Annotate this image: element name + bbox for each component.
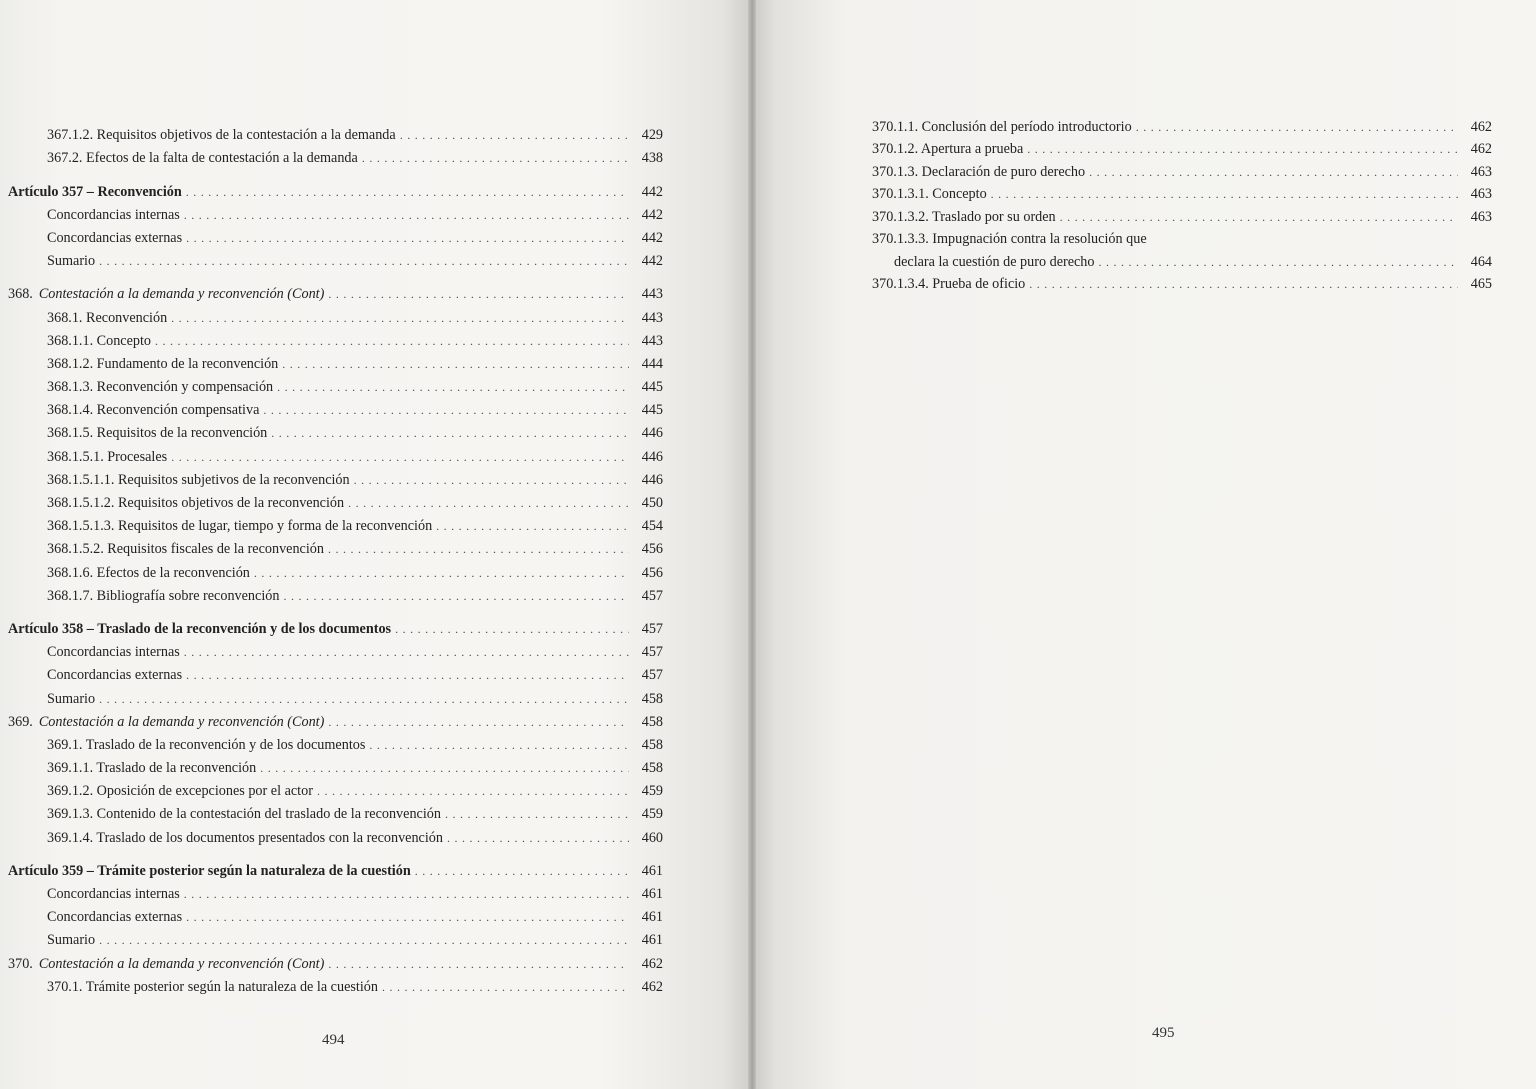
toc-entry-title <box>47 356 278 373</box>
dot-leader <box>1099 254 1459 271</box>
dot-leader <box>1027 141 1458 158</box>
toc-entry-title <box>47 253 95 270</box>
dot-leader <box>186 230 629 247</box>
toc-page-number: 429 <box>641 127 663 144</box>
toc-entry-title <box>47 333 151 350</box>
dot-leader <box>186 667 629 684</box>
dot-leader <box>362 150 629 167</box>
toc-page-number: 457 <box>641 644 663 661</box>
toc-entry <box>0 823 663 846</box>
toc-page-number: 465 <box>1470 276 1492 292</box>
dot-leader <box>328 286 629 303</box>
toc-page-number: 460 <box>641 829 663 846</box>
toc-entry <box>0 489 663 512</box>
toc-entry-text: 368.1.5.2. Requisitos fiscales de la reconvención <box>47 541 324 558</box>
toc-entry-number: 368. <box>8 286 33 303</box>
toc-page-number: 442 <box>641 229 663 246</box>
toc-page-number: 461 <box>641 909 663 926</box>
dot-leader <box>186 184 629 201</box>
toc-page-number: 459 <box>641 806 663 823</box>
dot-leader <box>436 518 629 535</box>
toc-page-number: 458 <box>641 736 663 753</box>
toc-entry-text: 370.1.3.4. Prueba de oficio <box>872 276 1026 292</box>
toc-entry-title <box>47 830 443 847</box>
toc-entry-text: 370.1.3.2. Traslado por su orden <box>872 208 1056 225</box>
toc-page-number: 457 <box>641 620 663 637</box>
toc-entry-text: 368.1.4. Reconvención compensativa <box>47 402 260 419</box>
toc-entry-text: Concordancias externas <box>47 909 183 926</box>
toc-entry <box>0 303 663 326</box>
toc-page-number: 456 <box>641 541 663 558</box>
toc-entry-text: 370.1. Trámite posterior según la naturaleza de la cuestión <box>47 978 378 995</box>
toc-entry-text: 368.1.2. Fundamento de la reconvención <box>47 355 279 372</box>
toc-page-number: 442 <box>641 206 663 223</box>
toc-entry-text: 368.1.5.1. Procesales <box>47 448 168 465</box>
left-page <box>0 0 752 1089</box>
toc-entry-title <box>47 518 432 535</box>
toc-entry-text: 370.1.1. Conclusión del período introductorio <box>872 118 1132 135</box>
dot-leader <box>348 495 629 512</box>
toc-page-number: 463 <box>1470 186 1492 202</box>
toc-entry <box>0 327 663 350</box>
toc-entry <box>0 777 663 800</box>
toc-entry <box>0 177 663 200</box>
dot-leader <box>171 310 629 327</box>
toc-entry-title <box>47 588 279 605</box>
toc-entry-title <box>47 127 396 144</box>
toc-entry-title <box>47 379 273 396</box>
toc-entry-text: 368.1.7. Bibliografía sobre reconvención <box>47 587 280 604</box>
dot-leader <box>263 402 629 419</box>
toc-page-number: 438 <box>641 150 663 167</box>
toc-entry-text: Artículo 359 – Trámite posterior según la naturaleza de la cuestión <box>8 862 411 879</box>
toc-entry-text: 369.1.2. Oposición de excepciones por el actor <box>47 783 313 800</box>
toc-entry <box>0 582 663 605</box>
toc-entry-title <box>47 495 344 512</box>
toc-page-number: 457 <box>641 587 663 604</box>
toc-entry-text: 370.1.3.1. Concepto <box>872 186 987 202</box>
dot-leader <box>354 472 629 489</box>
toc-entry-title <box>47 425 267 442</box>
toc-entry <box>872 113 1492 136</box>
toc-entry-title <box>47 886 180 903</box>
toc-entry-text: 369.1.1. Traslado de la reconvención <box>47 760 257 777</box>
toc-entry <box>0 754 663 777</box>
toc-entry-text: Sumario <box>47 253 96 270</box>
toc-entry-text: 369.1.3. Contenido de la contestación del traslado de la reconvención <box>47 806 441 823</box>
toc-entry-text: Concordancias externas <box>47 667 183 684</box>
dot-leader <box>260 760 629 777</box>
toc-entry-text: 369.1.4. Traslado de los documentos presentados con la reconvención <box>47 829 443 846</box>
toc-entry-text: 368.1.5. Requisitos de la reconvención <box>47 425 268 442</box>
dot-leader <box>184 886 629 903</box>
toc-entry <box>0 661 663 684</box>
toc-entry <box>0 926 663 949</box>
dot-leader <box>447 830 629 847</box>
toc-page-number: 464 <box>1470 253 1492 270</box>
toc-entry <box>0 708 663 731</box>
dot-leader <box>328 956 629 973</box>
dot-leader <box>1029 276 1458 293</box>
toc-entry-title <box>47 760 256 777</box>
toc-entry-title <box>8 184 182 201</box>
toc-entry-text: 370.1.3.3. Impugnación contra la resolución que <box>872 231 1147 247</box>
toc-entry <box>0 373 663 396</box>
toc-entry-number: 370. <box>8 955 33 972</box>
toc-page-number: 458 <box>641 760 663 777</box>
toc-page-number: 456 <box>641 564 663 581</box>
dot-leader <box>171 449 629 466</box>
toc-entry-text: Concordancias internas <box>47 644 180 661</box>
dot-leader <box>1089 164 1458 181</box>
toc-entry <box>0 684 663 707</box>
toc-page-number: 462 <box>1470 141 1492 157</box>
toc-page-number: 462 <box>641 978 663 995</box>
toc-entry-text: 370.1.2. Apertura a prueba <box>872 141 1024 157</box>
toc-entry-title <box>47 667 182 684</box>
toc-entry-text-continued: declara la cuestión de puro derecho <box>894 253 1095 270</box>
dot-leader <box>184 644 629 661</box>
dot-leader <box>99 932 629 949</box>
toc-page-number: 443 <box>641 286 663 303</box>
toc-entry-title <box>47 806 441 823</box>
toc-page-number: 462 <box>1470 118 1492 135</box>
toc-entry-text: 368.1.5.1.2. Requisitos objetivos de la reconvención <box>47 495 345 511</box>
dot-leader <box>155 333 629 350</box>
dot-leader <box>317 783 629 800</box>
toc-page-number: 454 <box>641 518 663 535</box>
toc-page-number: 445 <box>641 402 663 419</box>
toc-entry <box>872 136 1492 159</box>
toc-entry-text: Contestación a la demanda y reconvención (Cont) <box>38 286 325 303</box>
toc-entry-text: Contestación a la demanda y reconvención (Cont) <box>38 713 325 730</box>
toc-entry-text: 369.1. Traslado de la reconvención y de los documentos <box>47 736 366 753</box>
toc-entry-text: Sumario <box>47 690 96 707</box>
dot-leader <box>254 565 629 582</box>
toc-entry-title <box>47 565 250 582</box>
toc-entry <box>0 466 663 489</box>
toc-page-number: 446 <box>641 425 663 442</box>
toc-entry <box>0 442 663 465</box>
table-of-contents-right <box>872 113 1492 293</box>
dot-leader <box>382 979 629 996</box>
dot-leader <box>282 356 629 373</box>
toc-page-number: 458 <box>641 713 663 730</box>
right-page <box>752 0 1536 1089</box>
dot-leader <box>1136 119 1458 136</box>
dot-leader <box>184 207 629 224</box>
toc-entry <box>872 271 1492 294</box>
toc-entry <box>0 731 663 754</box>
toc-entry <box>872 226 1492 271</box>
toc-entry-title <box>47 402 259 419</box>
toc-entry <box>872 181 1492 204</box>
dot-leader <box>99 691 629 708</box>
dot-leader <box>277 379 629 396</box>
toc-page-number: 443 <box>641 332 663 349</box>
dot-leader <box>415 863 629 880</box>
toc-entry-text: 368.1. Reconvención <box>47 309 168 326</box>
toc-entry-title <box>47 230 182 247</box>
toc-entry-text: 368.1.5.1.3. Requisitos de lugar, tiempo y forma de la reconvención <box>47 518 433 535</box>
toc-entry-text: Artículo 357 – Reconvención <box>8 183 182 200</box>
toc-entry <box>0 396 663 419</box>
table-of-contents-left <box>0 121 663 996</box>
toc-entry <box>0 615 663 638</box>
toc-page-number: 461 <box>641 932 663 949</box>
toc-entry-title <box>47 150 358 167</box>
toc-entry-title <box>8 286 324 303</box>
dot-leader <box>991 186 1458 203</box>
dot-leader <box>445 806 629 823</box>
toc-entry-title <box>47 449 167 466</box>
dot-leader <box>328 714 629 731</box>
toc-entry <box>0 247 663 270</box>
toc-page-number: 461 <box>641 862 663 879</box>
toc-page-number: 442 <box>641 183 663 200</box>
dot-leader <box>283 588 629 605</box>
dot-leader <box>400 127 629 144</box>
toc-entry-title <box>47 909 182 926</box>
toc-entry-text: 367.2. Efectos de la falta de contestación a la demanda <box>47 150 358 167</box>
toc-entry-text: 368.1.1. Concepto <box>47 332 152 349</box>
toc-page-number: 463 <box>1470 208 1492 225</box>
dot-leader <box>328 541 629 558</box>
toc-entry-title <box>47 737 365 754</box>
toc-page-number: 457 <box>641 667 663 684</box>
toc-entry <box>0 280 663 303</box>
toc-entry-text: 368.1.6. Efectos de la reconvención <box>47 564 250 581</box>
toc-entry <box>0 903 663 926</box>
toc-entry <box>0 201 663 224</box>
toc-entry-title <box>47 644 180 661</box>
toc-entry-title <box>8 956 324 973</box>
page-number-left: 494 <box>322 1032 345 1048</box>
toc-entry <box>0 512 663 535</box>
toc-entry <box>0 949 663 972</box>
toc-entry-title <box>47 932 95 949</box>
toc-entry <box>0 558 663 581</box>
toc-entry <box>0 857 663 880</box>
toc-entry <box>0 144 663 167</box>
toc-page-number: 450 <box>641 495 663 511</box>
toc-page-number: 444 <box>641 355 663 372</box>
dot-leader <box>271 425 629 442</box>
page-number-right: 495 <box>1152 1025 1175 1041</box>
toc-entry-number: 369. <box>8 713 33 730</box>
toc-entry-title <box>47 207 180 224</box>
toc-entry-title <box>47 310 167 327</box>
toc-entry-text: Concordancias internas <box>47 206 180 223</box>
toc-entry-title <box>8 863 411 880</box>
toc-entry-title <box>47 472 350 489</box>
toc-entry-text: Sumario <box>47 932 96 949</box>
toc-entry-title <box>8 714 324 731</box>
toc-entry <box>0 224 663 247</box>
toc-page-number: 461 <box>641 886 663 902</box>
toc-entry <box>0 973 663 996</box>
toc-entry-title <box>47 979 378 996</box>
toc-entry-text: Contestación a la demanda y reconvención (Cont) <box>38 955 325 972</box>
toc-entry <box>0 638 663 661</box>
toc-entry <box>0 800 663 823</box>
toc-page-number: 462 <box>641 955 663 972</box>
toc-entry-title <box>8 621 391 638</box>
toc-entry-text: 368.1.3. Reconvención y compensación <box>47 379 274 396</box>
toc-page-number: 459 <box>641 783 663 800</box>
toc-entry-title <box>47 541 324 558</box>
toc-entry <box>872 203 1492 226</box>
toc-entry-text: Concordancias internas <box>47 886 180 902</box>
toc-entry <box>0 535 663 558</box>
toc-entry <box>872 158 1492 181</box>
toc-entry-title <box>47 691 95 708</box>
dot-leader <box>369 737 629 754</box>
dot-leader <box>186 909 629 926</box>
dot-leader <box>1060 209 1458 226</box>
toc-entry-text: Artículo 358 – Traslado de la reconvención y de los documentos <box>8 620 392 637</box>
toc-entry <box>0 121 663 144</box>
toc-entry-text: 367.1.2. Requisitos objetivos de la contestación a la demanda <box>47 127 396 144</box>
toc-entry-text: 370.1.3. Declaración de puro derecho <box>872 163 1086 180</box>
toc-page-number: 458 <box>641 690 663 707</box>
dot-leader <box>99 253 629 270</box>
toc-entry <box>0 419 663 442</box>
book-gutter <box>748 0 756 1089</box>
toc-entry-title <box>47 783 313 800</box>
toc-entry <box>0 880 663 903</box>
toc-entry-text: Concordancias externas <box>47 229 183 246</box>
toc-page-number: 446 <box>641 448 663 465</box>
toc-page-number: 446 <box>641 471 663 488</box>
dot-leader <box>395 621 629 638</box>
toc-entry <box>0 350 663 373</box>
toc-entry-text: 368.1.5.1.1. Requisitos subjetivos de la reconvención <box>47 471 350 488</box>
toc-page-number: 445 <box>641 379 663 396</box>
toc-page-number: 442 <box>641 253 663 270</box>
toc-page-number: 443 <box>641 309 663 326</box>
toc-page-number: 463 <box>1470 163 1492 180</box>
